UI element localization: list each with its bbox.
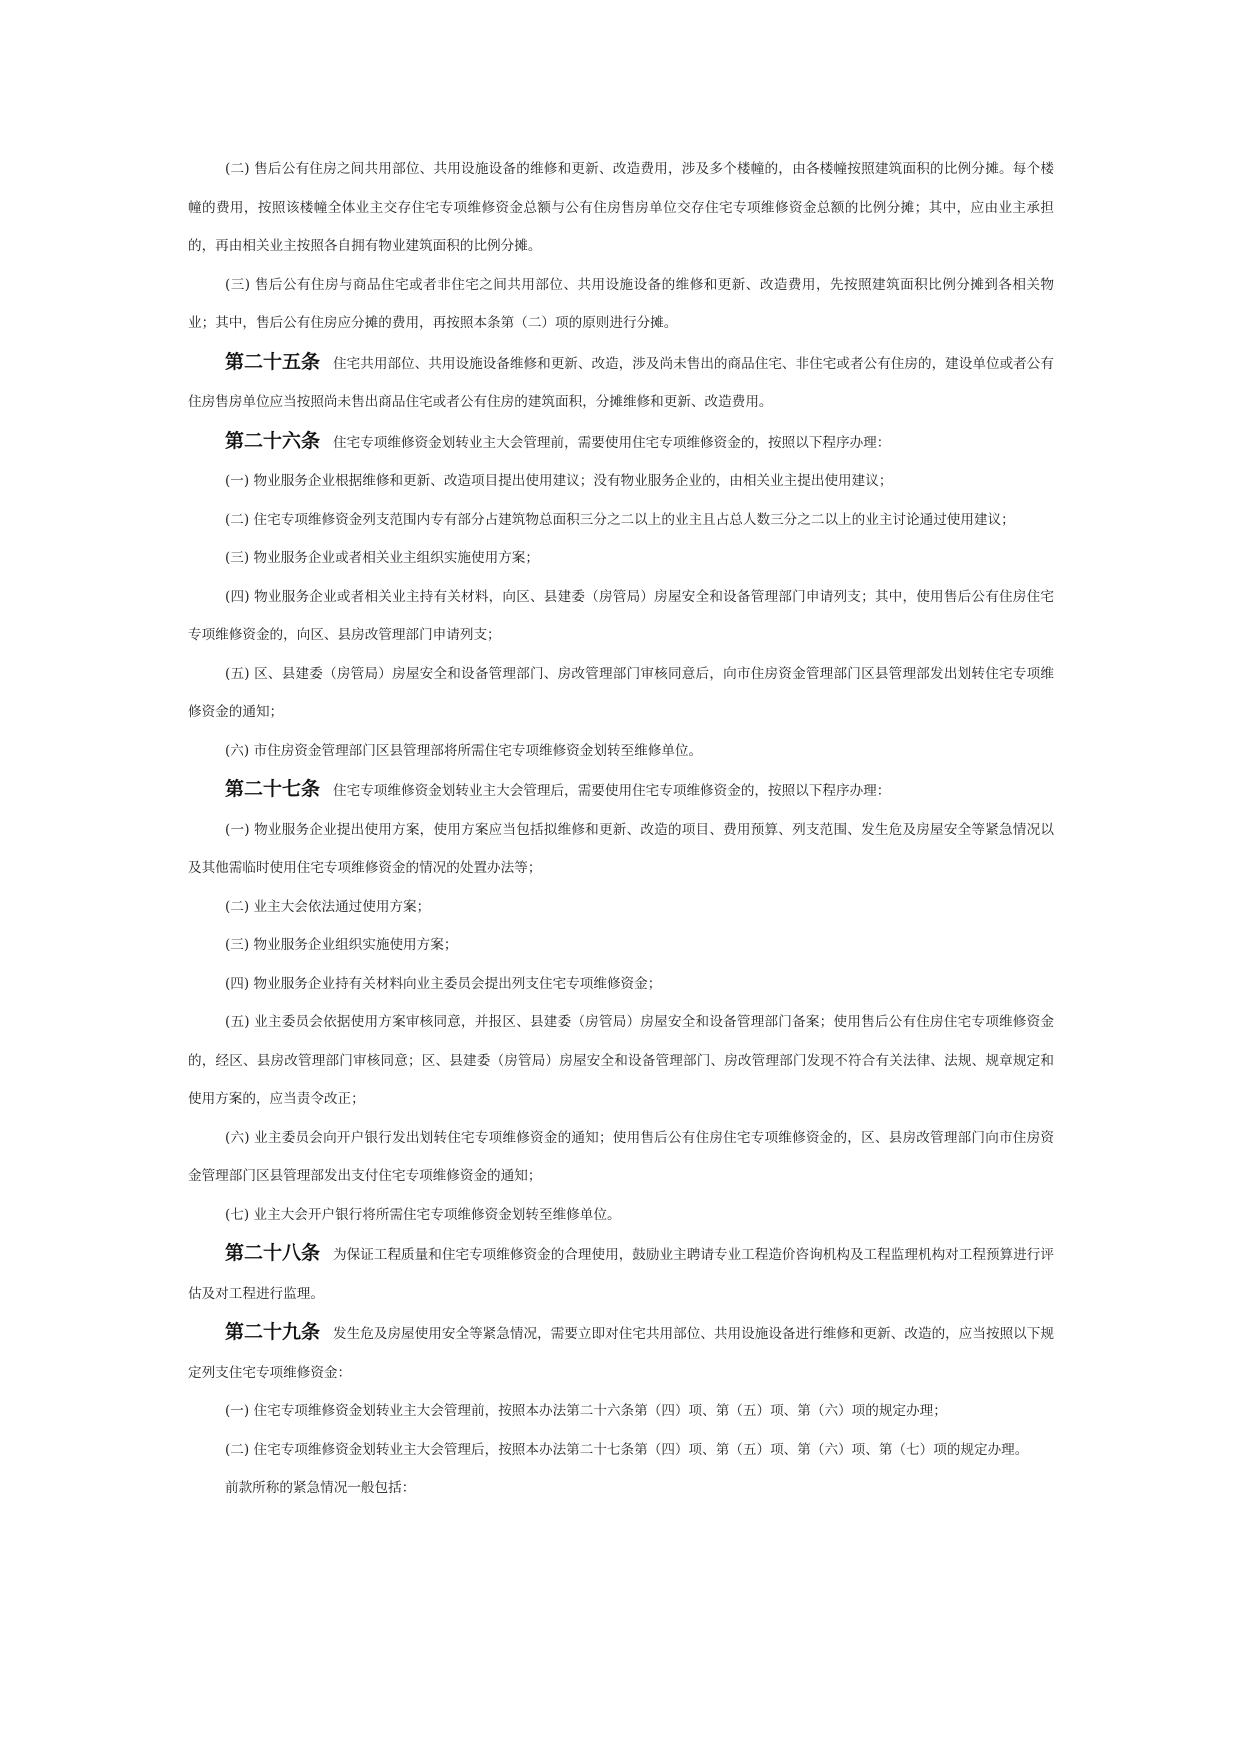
- paragraph: [188, 1469, 1054, 1508]
- paragraph-text: 前款所称的紧急情况一般包括：: [225, 1480, 416, 1496]
- paragraph-text: (三) 物业服务企业组织实施使用方案；: [225, 937, 458, 953]
- paragraph-text: (六) 市住房资金管理部门区县管理部将所需住宅专项维修资金划转至维修单位。: [225, 742, 703, 759]
- document-page: [188, 150, 1054, 1508]
- paragraph-text: 为保证工程质量和住宅专项维修资金的合理使用，鼓励业主聘请专业工程造价咨询机构及工程监理机构对工程预算进行评估及对工程进行监理。: [188, 1247, 1054, 1302]
- paragraph: [188, 655, 1054, 732]
- paragraph-text: 住宅共用部位、共用设施设备维修和更新、改造，涉及尚未售出的商品住宅、非住宅或者公有住房的，建设单位或者公有住房售房单位应当按照尚未售出商品住宅或者公有住房的建筑面积，分摊维修和更新、改造费用。: [188, 355, 1054, 410]
- article-heading: 第二十八条: [225, 1242, 321, 1264]
- article-heading: 第二十五条: [225, 350, 321, 373]
- paragraph: [188, 811, 1054, 888]
- paragraph-text: (七) 业主大会开户银行将所需住宅专项维修资金划转至维修单位。: [225, 1206, 621, 1223]
- paragraph: [188, 462, 1054, 501]
- paragraph: [188, 501, 1054, 540]
- paragraph: [188, 150, 1054, 266]
- paragraph: [188, 1119, 1054, 1196]
- paragraph-text: 发生危及房屋使用安全等紧急情况，需要立即对住宅共用部位、共用设施设备进行维修和更新、改造的，应当按照以下规定列支住宅专项维修资金：: [188, 1326, 1054, 1381]
- paragraph: [188, 732, 1054, 771]
- article-paragraph: [188, 422, 1054, 463]
- paragraph-text: (五) 业主委员会依据使用方案审核同意，并报区、县建委（房管局）房屋安全和设备管理部门备案；使用售后公有住房住宅专项维修资金的，经区、县房改管理部门审核同意；区、县建委（房管局）房屋安全和设备管理部门、房改管理部门发现不符合有关法律、法规、规章规定和使用方案的，应当责令改正；: [188, 1014, 1054, 1107]
- paragraph: [188, 578, 1054, 655]
- paragraph: [188, 926, 1054, 965]
- paragraph-text: (二) 住宅专项维修资金列支范围内专有部分占建筑物总面积三分之二以上的业主且占总人数三分之二以上的业主讨论通过使用建议；: [225, 511, 1015, 528]
- paragraph-text: (一) 住宅专项维修资金划转业主大会管理前，按照本办法第二十六条第（四）项、第（五）项、第（六）项的规定办理；: [225, 1403, 947, 1419]
- paragraph-text: (二) 住宅专项维修资金划转业主大会管理后，按照本办法第二十七条第（四）项、第（五）项、第（六）项、第（七）项的规定办理。: [225, 1441, 1029, 1458]
- article-paragraph: [188, 343, 1054, 422]
- article-heading: 第二十七条: [225, 778, 321, 800]
- article-heading: 第二十九条: [225, 1321, 321, 1343]
- paragraph-text: 住宅专项维修资金划转业主大会管理后，需要使用住宅专项维修资金的，按照以下程序办理：: [333, 783, 891, 799]
- paragraph-text: (三) 物业服务企业或者相关业主组织实施使用方案；: [225, 550, 539, 566]
- paragraph: [188, 266, 1054, 343]
- paragraph-text: (二) 售后公有住房之间共用部位、共用设施设备的维修和更新、改造费用，涉及多个楼幢的，由各楼幢按照建筑面积的比例分摊。每个楼幢的费用，按照该楼幢全体业主交存住宅专项维修资金总额与公有住房售房单位交存住宅专项维修资金总额的比例分摊；其中，应由业主承担的，再由相关业主按照各自拥有物业建筑面积的比例分摊。: [188, 161, 1054, 254]
- paragraph: [188, 1431, 1054, 1470]
- paragraph-text: (一) 物业服务企业根据维修和更新、改造项目提出使用建议；没有物业服务企业的，由相关业主提出使用建议；: [225, 473, 893, 489]
- paragraph: [188, 1196, 1054, 1235]
- paragraph: [188, 1003, 1054, 1119]
- article-paragraph: [188, 770, 1054, 811]
- article-heading: 第二十六条: [225, 429, 321, 452]
- article-paragraph: [188, 1234, 1054, 1313]
- paragraph: [188, 965, 1054, 1004]
- paragraph-text: (三) 售后公有住房与商品住宅或者非住宅之间共用部位、共用设施设备的维修和更新、改造费用，先按照建筑面积比例分摊到各相关物业；其中，售后公有住房应分摊的费用，再按照本条第（二）项的原则进行分摊。: [188, 276, 1054, 331]
- paragraph-text: (六) 业主委员会向开户银行发出划转住宅专项维修资金的通知；使用售后公有住房住宅专项维修资金的，区、县房改管理部门向市住房资金管理部门区县管理部发出支付住宅专项维修资金的通知；: [188, 1129, 1054, 1184]
- paragraph: [188, 1392, 1054, 1431]
- paragraph-text: (四) 物业服务企业持有关材料向业主委员会提出列支住宅专项维修资金；: [225, 975, 662, 992]
- paragraph: [188, 888, 1054, 927]
- article-paragraph: [188, 1313, 1054, 1392]
- paragraph-text: (一) 物业服务企业提出使用方案，使用方案应当包括拟维修和更新、改造的项目、费用预算、列支范围、发生危及房屋安全等紧急情况以及其他需临时使用住宅专项维修资金的情况的处置办法等；: [188, 821, 1054, 876]
- paragraph-text: (五) 区、县建委（房管局）房屋安全和设备管理部门、房改管理部门审核同意后，向市住房资金管理部门区县管理部发出划转住宅专项维修资金的通知；: [188, 665, 1054, 720]
- paragraph-text: (二) 业主大会依法通过使用方案；: [225, 898, 431, 915]
- paragraph-text: 住宅专项维修资金划转业主大会管理前，需要使用住宅专项维修资金的，按照以下程序办理：: [333, 434, 891, 451]
- paragraph-text: (四) 物业服务企业或者相关业主持有关材料，向区、县建委（房管局）房屋安全和设备管理部门申请列支；其中，使用售后公有住房住宅专项维修资金的，向区、县房改管理部门申请列支；: [188, 588, 1054, 643]
- paragraph: [188, 539, 1054, 578]
